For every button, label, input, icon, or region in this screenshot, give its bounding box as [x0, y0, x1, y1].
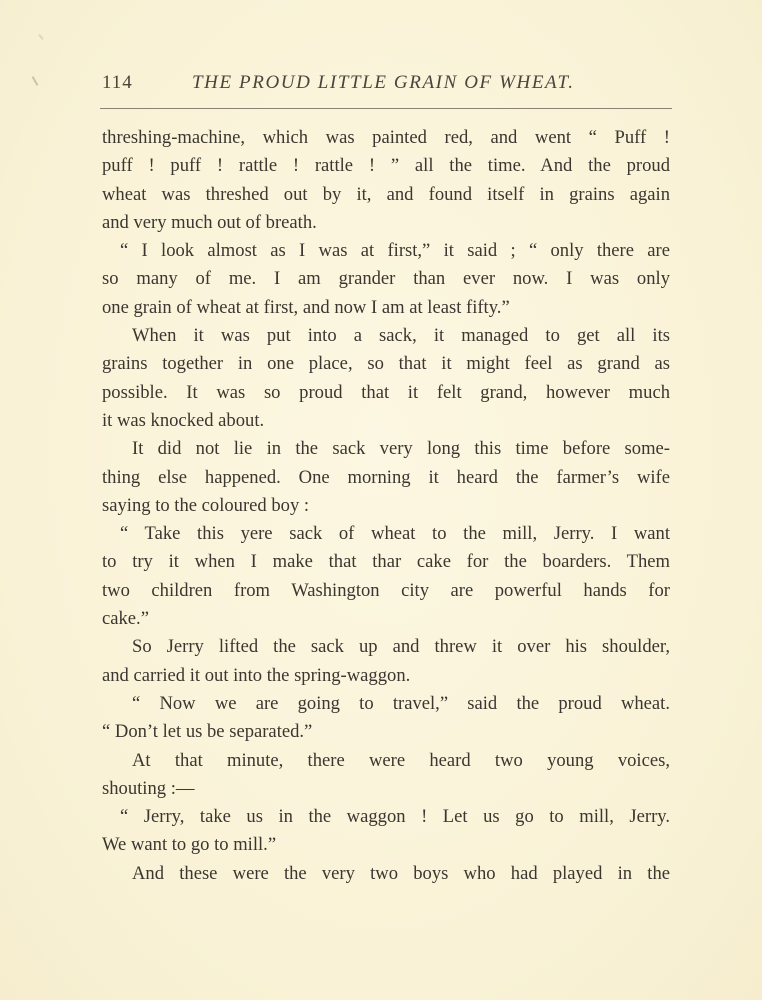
- text-line: and very much out of breath.: [102, 211, 317, 233]
- text-line: one grain of wheat at first, and now I am at least fifty.”: [102, 296, 510, 318]
- text-line: When it was put into a sack, it managed to get all its: [132, 325, 670, 347]
- text-line: At that minute, there were heard two young voices,: [132, 749, 670, 771]
- page-header: [100, 72, 672, 102]
- margin-mark: [32, 76, 39, 86]
- text-line: puff ! puff ! rattle ! rattle ! ” all the time. And the proud: [102, 155, 670, 177]
- text-line: and carried it out into the spring-waggon.: [102, 664, 411, 686]
- text-line: “ Take this yere sack of wheat to the mill, Jerry. I want: [120, 523, 670, 545]
- text-line: it was knocked about.: [102, 409, 265, 431]
- text-line: wheat was threshed out by it, and found itself in grains again: [102, 183, 670, 205]
- text-line: grains together in one place, so that it might feel as grand as: [102, 353, 670, 375]
- text-line: two children from Washington city are powerful hands for: [102, 579, 670, 601]
- text-line: It did not lie in the sack very long this time before some-: [132, 438, 670, 460]
- text-line: “ Don’t let us be separated.”: [102, 721, 313, 743]
- text-line: cake.”: [102, 608, 149, 630]
- text-line: saying to the coloured boy :: [102, 494, 310, 516]
- text-line: “ Now we are going to travel,” said the proud wheat.: [132, 692, 670, 714]
- text-line: And these were the very two boys who had played in the: [132, 862, 670, 884]
- body-text: [102, 124, 670, 888]
- text-line: thing else happened. One morning it heard the farmer’s wife: [102, 466, 670, 488]
- running-title: THE PROUD LITTLE GRAIN OF WHEAT.: [192, 72, 575, 93]
- text-line: We want to go to mill.”: [102, 834, 277, 856]
- text-line: So Jerry lifted the sack up and threw it over his shoulder,: [132, 636, 670, 658]
- text-line: so many of me. I am grander than ever now. I was only: [102, 268, 670, 290]
- page-number: 114: [102, 72, 133, 93]
- header-rule: [100, 108, 672, 109]
- text-line: possible. It was so proud that it felt grand, however much: [102, 381, 670, 403]
- text-line: “ Jerry, take us in the waggon ! Let us go to mill, Jerry.: [120, 806, 670, 828]
- text-line: “ I look almost as I was at first,” it said ; “ only there are: [120, 240, 670, 262]
- text-line: to try it when I make that thar cake for the boarders. Them: [102, 551, 670, 573]
- margin-mark: [38, 34, 43, 40]
- text-line: threshing-machine, which was painted red, and went “ Puff !: [102, 127, 670, 148]
- text-line: shouting :—: [102, 777, 195, 799]
